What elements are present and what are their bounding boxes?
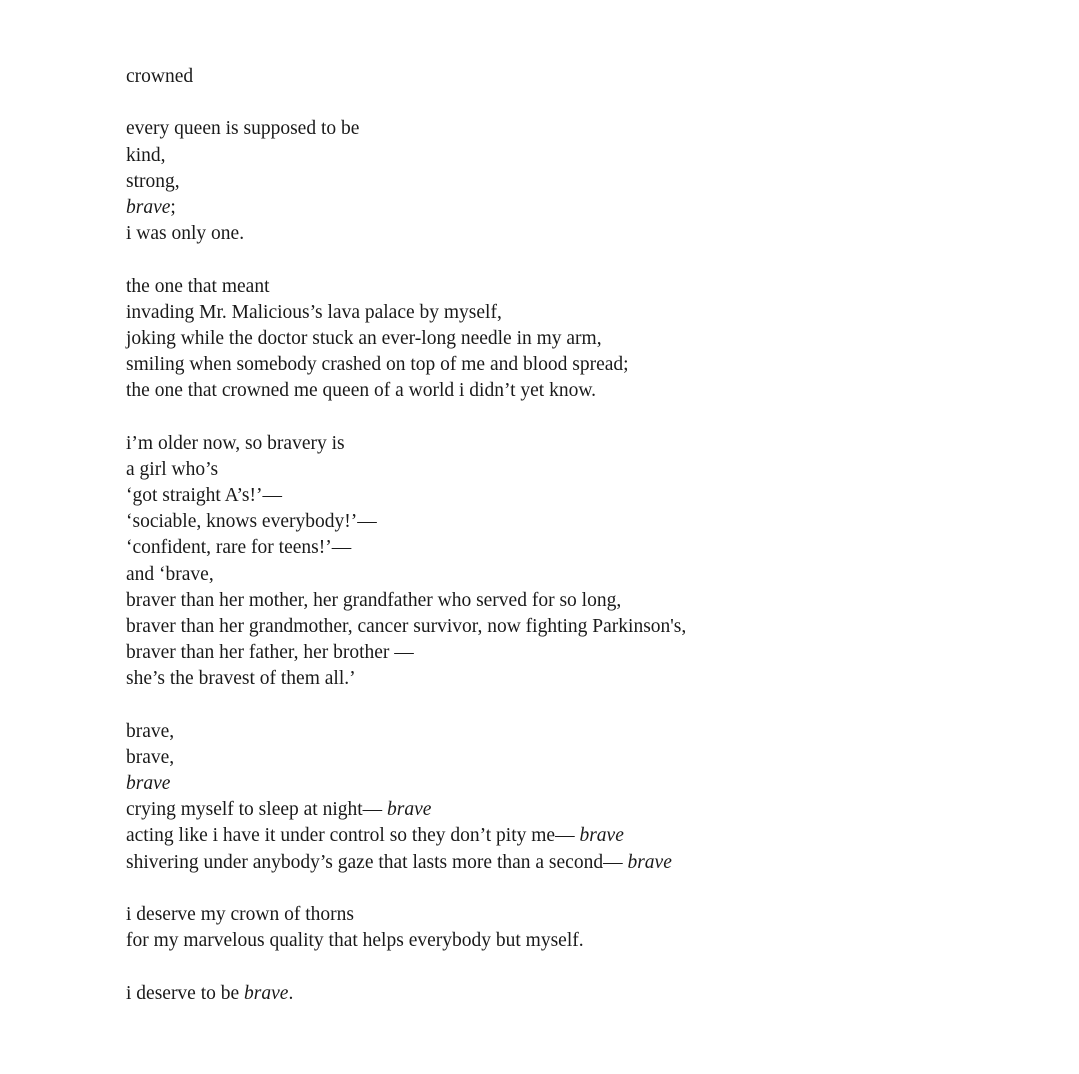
stanza-break	[126, 876, 1026, 902]
poem-line: joking while the doctor stuck an ever-long needle in my arm,	[126, 327, 602, 349]
italic-text: brave	[387, 799, 432, 821]
stanza-6	[126, 981, 1026, 1007]
poem-line	[126, 981, 1026, 1007]
stanza-break	[126, 954, 1026, 980]
poem-line: i deserve my crown of thorns	[126, 904, 354, 925]
poem-line: braver than her father, her brother —	[126, 642, 414, 664]
stanza-2	[126, 274, 1026, 405]
stanza-3	[126, 431, 1026, 693]
italic-text: brave	[579, 825, 624, 847]
stanza-break	[126, 90, 1026, 116]
poem-line: invading Mr. Malicious’s lava palace by myself,	[126, 301, 502, 323]
poem-line: braver than her mother, her grandfather who served for so long,	[126, 589, 622, 611]
poem-line: a girl who’s	[126, 458, 219, 480]
poem-line: smiling when somebody crashed on top of me and blood spread;	[126, 354, 629, 376]
line-text: crying myself to sleep at night—	[126, 799, 388, 821]
stanza-4	[126, 719, 1026, 876]
stanza-break	[126, 693, 1026, 719]
line-text: i deserve to be	[126, 982, 245, 1004]
poem-line	[126, 771, 1026, 797]
poem-line: she’s the bravest of them all.’	[126, 668, 356, 690]
poem-line: ‘got straight A’s!’—	[126, 485, 282, 506]
poem-body	[126, 64, 1026, 1007]
poem-line: brave,	[126, 720, 175, 742]
poem-line: the one that crowned me queen of a world i didn’t yet know.	[126, 380, 597, 402]
stanza-break	[126, 247, 1026, 273]
poem-line: ‘confident, rare for teens!’—	[126, 537, 352, 559]
poem-line: i’m older now, so bravery is	[126, 432, 345, 454]
poem-line: braver than her grandmother, cancer survivor, now fighting Parkinson's,	[126, 615, 687, 637]
line-text: shivering under anybody’s gaze that lasts more than a second—	[126, 851, 628, 873]
italic-text: brave	[627, 851, 672, 873]
poem-line: brave,	[126, 746, 175, 768]
poem-line	[126, 823, 1026, 849]
poem-line: every queen is supposed to be	[126, 118, 360, 140]
stanza-5	[126, 902, 1026, 954]
stanza-break	[126, 404, 1026, 430]
poem-line	[126, 797, 1026, 823]
italic-text: brave	[126, 196, 171, 218]
poem-line: and ‘brave,	[126, 563, 214, 585]
poem-line	[126, 195, 1026, 221]
stanza-1	[126, 116, 1026, 247]
line-text: .	[288, 982, 294, 1004]
poem-line: kind,	[126, 144, 166, 166]
poem-line: i was only one.	[126, 223, 245, 245]
poem-line: strong,	[126, 170, 180, 192]
italic-text: brave	[244, 982, 289, 1004]
poem-line	[126, 850, 1026, 876]
poem-line: ‘sociable, knows everybody!’—	[126, 511, 377, 533]
line-text: acting like i have it under control so they don’t pity me—	[126, 825, 580, 847]
poem-title: crowned	[126, 66, 194, 87]
line-text: ;	[170, 196, 176, 218]
italic-text: brave	[126, 773, 171, 795]
poem-line: for my marvelous quality that helps everybody but myself.	[126, 930, 584, 952]
poem-line: the one that meant	[126, 275, 270, 297]
